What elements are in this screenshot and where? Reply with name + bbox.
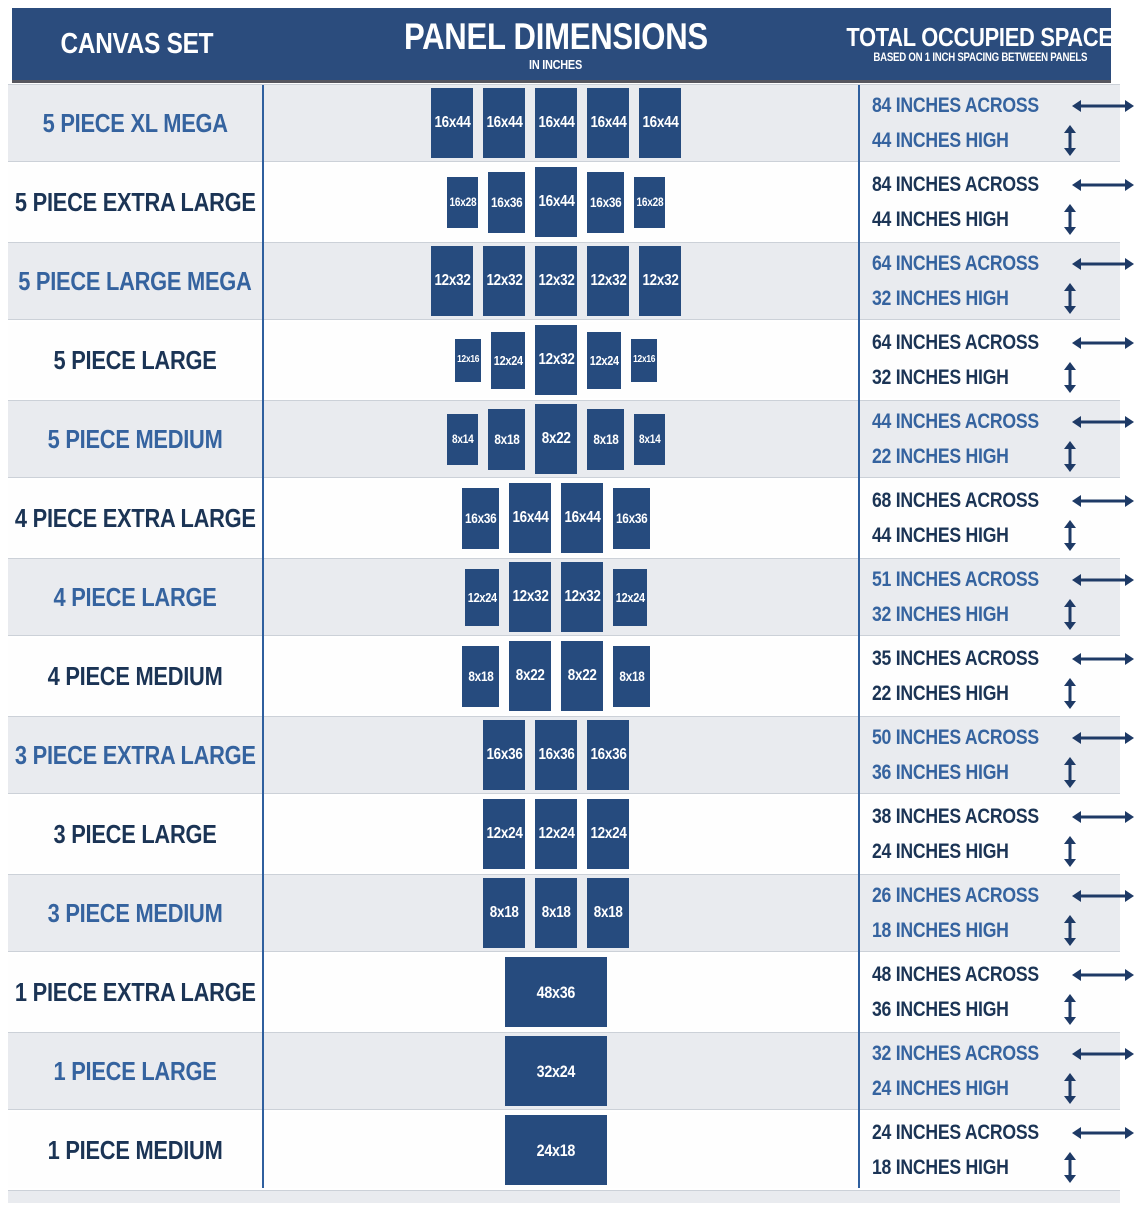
canvas-panel (535, 404, 577, 474)
canvas-set-header-label: CANVAS SET (60, 27, 214, 60)
canvas-panel (561, 562, 603, 632)
horizontal-arrow-icon (1071, 889, 1135, 903)
panel-diagram (262, 796, 850, 872)
canvas-panel (447, 414, 478, 465)
panel-size-label: 16x44 (589, 114, 627, 131)
canvas-panel (587, 720, 629, 790)
canvas-set-name: 3 PIECE LARGE (53, 819, 217, 849)
panel-size-label: 12x24 (589, 352, 619, 368)
canvas-panel (613, 569, 647, 626)
canvas-panel (488, 409, 525, 470)
panel-size-label: 12x32 (537, 351, 575, 368)
canvas-panel (462, 646, 499, 707)
occupied-space-cell (850, 85, 1120, 161)
inches-high-label: 44 INCHES HIGH (872, 524, 1009, 547)
inches-across-label: 51 INCHES ACROSS (872, 568, 1039, 591)
panel-size-label: 16x44 (641, 114, 679, 131)
canvas-panel (634, 177, 665, 228)
canvas-set-name-cell (8, 243, 262, 319)
panel-size-label: 12x24 (467, 589, 497, 605)
panel-diagram (262, 875, 850, 951)
vertical-arrow-icon (1035, 598, 1106, 631)
panel-diagram (262, 638, 850, 714)
horizontal-arrow-icon (1071, 494, 1135, 508)
table-row (8, 717, 1120, 793)
inches-across-label: 84 INCHES ACROSS (872, 94, 1039, 117)
canvas-panel (505, 1036, 607, 1106)
inches-across-label: 64 INCHES ACROSS (872, 252, 1039, 275)
horizontal-arrow-icon (1071, 1126, 1135, 1140)
canvas-panel (505, 957, 607, 1027)
panel-size-label: 16x44 (537, 193, 575, 210)
panel-size-label: 12x24 (493, 352, 523, 368)
canvas-panel (639, 88, 681, 158)
panel-size-label: 8x14 (451, 432, 474, 446)
vertical-arrow-icon (1035, 835, 1106, 868)
inches-high-label: 18 INCHES HIGH (872, 919, 1009, 942)
canvas-panel (535, 167, 577, 237)
panel-size-label: 16x44 (433, 114, 471, 131)
canvas-panel (465, 569, 499, 626)
occupied-space-cell (850, 480, 1120, 556)
panel-size-label: 8x14 (638, 432, 661, 446)
canvas-panel (431, 246, 473, 316)
canvas-set-name-cell (8, 559, 262, 635)
canvas-panel (613, 646, 650, 707)
vertical-arrow-icon (1035, 124, 1106, 157)
canvas-set-name: 3 PIECE EXTRA LARGE (14, 740, 256, 770)
panel-size-label: 8x18 (541, 904, 571, 921)
canvas-panel (561, 483, 603, 553)
canvas-panel (535, 799, 577, 869)
inches-high-label: 32 INCHES HIGH (872, 603, 1009, 626)
canvas-panel (535, 246, 577, 316)
canvas-set-name-cell (8, 1033, 262, 1109)
canvas-set-name-cell (8, 717, 262, 793)
vertical-arrow-icon (1035, 756, 1106, 789)
table-row (8, 480, 1120, 556)
column-divider-left (262, 85, 264, 1188)
panel-size-label: 32x24 (536, 1061, 576, 1081)
inches-across-label: 84 INCHES ACROSS (872, 173, 1039, 196)
table-row (8, 559, 1120, 635)
canvas-panel (455, 339, 481, 382)
table-row (8, 875, 1120, 951)
canvas-panel (483, 246, 525, 316)
canvas-panel (561, 641, 603, 711)
table-row (8, 954, 1120, 1030)
vertical-arrow-icon (1035, 282, 1106, 315)
panel-size-label: 12x16 (632, 354, 656, 365)
panel-size-label: 8x18 (493, 431, 520, 447)
panel-size-label: 16x36 (589, 746, 627, 763)
canvas-panel (483, 878, 525, 948)
panel-size-label: 12x32 (563, 588, 601, 605)
canvas-panel (587, 878, 629, 948)
panel-size-label: 8x18 (593, 904, 623, 921)
panel-size-label: 12x32 (589, 272, 627, 289)
occupied-space-subtitle: BASED ON 1 INCH SPACING BETWEEN PANELS (873, 51, 1087, 64)
panel-diagram (262, 164, 850, 240)
canvas-panel (587, 409, 624, 470)
panel-size-label: 16x36 (464, 510, 497, 526)
canvas-set-name: 5 PIECE XL MEGA (42, 108, 228, 138)
column-divider-right (858, 85, 860, 1188)
vertical-arrow-icon (1035, 677, 1106, 710)
canvas-set-name: 1 PIECE LARGE (53, 1056, 217, 1086)
panel-size-label: 16x36 (490, 194, 523, 210)
occupied-space-cell (850, 559, 1120, 635)
canvas-set-name-cell (8, 954, 262, 1030)
panel-size-label: 8x18 (618, 668, 645, 684)
table-row (8, 85, 1120, 161)
canvas-panel (587, 88, 629, 158)
inches-high-label: 44 INCHES HIGH (872, 129, 1009, 152)
canvas-set-name: 5 PIECE EXTRA LARGE (14, 187, 256, 217)
table-row (8, 796, 1120, 872)
vertical-arrow-icon (1035, 519, 1106, 552)
vertical-arrow-icon (1035, 361, 1106, 394)
horizontal-arrow-icon (1071, 573, 1135, 587)
panel-size-label: 16x44 (537, 114, 575, 131)
canvas-panel (483, 88, 525, 158)
canvas-set-name-cell (8, 875, 262, 951)
canvas-set-name-cell (8, 480, 262, 556)
canvas-panel (483, 720, 525, 790)
canvas-set-name: 4 PIECE LARGE (53, 582, 217, 612)
inches-across-label: 68 INCHES ACROSS (872, 489, 1039, 512)
panel-size-label: 12x32 (511, 588, 549, 605)
occupied-space-cell (850, 243, 1120, 319)
header-panel-dimensions (262, 15, 849, 72)
panel-size-label: 12x24 (589, 825, 627, 842)
panel-size-label: 8x18 (467, 668, 494, 684)
canvas-set-name: 3 PIECE MEDIUM (47, 898, 223, 928)
table-row (8, 322, 1120, 398)
canvas-set-name-cell (8, 401, 262, 477)
panel-diagram (262, 954, 850, 1030)
panel-diagram (262, 480, 850, 556)
panel-diagram (262, 401, 850, 477)
table-header (12, 8, 1114, 80)
canvas-panel (509, 483, 551, 553)
vertical-arrow-icon (1035, 914, 1106, 947)
occupied-space-cell (850, 322, 1120, 398)
vertical-arrow-icon (1035, 440, 1106, 473)
panel-size-label: 16x28 (449, 195, 476, 209)
inches-high-label: 32 INCHES HIGH (872, 366, 1009, 389)
panel-diagram (262, 243, 850, 319)
panel-size-label: 16x44 (563, 509, 601, 526)
occupied-space-cell (850, 401, 1120, 477)
panel-diagram (262, 1033, 850, 1109)
inches-high-label: 22 INCHES HIGH (872, 682, 1009, 705)
canvas-panel (505, 1115, 607, 1185)
canvas-set-name-cell (8, 85, 262, 161)
horizontal-arrow-icon (1071, 652, 1135, 666)
inches-across-label: 48 INCHES ACROSS (872, 963, 1039, 986)
inches-high-label: 24 INCHES HIGH (872, 1077, 1009, 1100)
panel-size-label: 16x36 (615, 510, 648, 526)
panel-size-label: 16x28 (636, 195, 663, 209)
panel-dimensions-header-label: PANEL DIMENSIONS (403, 15, 708, 57)
occupied-space-cell (850, 717, 1120, 793)
vertical-arrow-icon (1035, 1151, 1106, 1184)
canvas-panel (587, 172, 624, 233)
canvas-panel (509, 641, 551, 711)
vertical-arrow-icon (1035, 203, 1106, 236)
panel-size-label: 12x16 (456, 354, 480, 365)
canvas-panel (488, 172, 525, 233)
canvas-panel (634, 414, 665, 465)
header-canvas-set (12, 27, 262, 60)
canvas-panel (535, 878, 577, 948)
panel-size-label: 24x18 (536, 1140, 576, 1160)
canvas-set-name: 1 PIECE EXTRA LARGE (14, 977, 256, 1007)
inches-high-label: 36 INCHES HIGH (872, 998, 1009, 1021)
inches-across-label: 32 INCHES ACROSS (872, 1042, 1039, 1065)
panel-diagram (262, 85, 850, 161)
table-row (8, 401, 1120, 477)
inches-across-label: 64 INCHES ACROSS (872, 331, 1039, 354)
inches-high-label: 22 INCHES HIGH (872, 445, 1009, 468)
vertical-arrow-icon (1035, 993, 1106, 1026)
panel-size-label: 12x32 (537, 272, 575, 289)
canvas-panel (431, 88, 473, 158)
panel-dimensions-subtitle: IN INCHES (529, 56, 582, 72)
table-row (8, 164, 1120, 240)
panel-size-label: 16x44 (511, 509, 549, 526)
panel-size-label: 12x24 (537, 825, 575, 842)
panel-size-label: 8x22 (541, 430, 571, 447)
table-row (8, 638, 1120, 714)
canvas-size-table-body (8, 85, 1120, 1188)
panel-size-label: 48x36 (536, 982, 576, 1002)
occupied-space-cell (850, 1112, 1120, 1188)
panel-size-label: 16x36 (485, 746, 523, 763)
inches-across-label: 38 INCHES ACROSS (872, 805, 1039, 828)
panel-diagram (262, 559, 850, 635)
vertical-arrow-icon (1035, 1072, 1106, 1105)
panel-size-label: 12x24 (615, 589, 645, 605)
canvas-panel (613, 488, 650, 549)
occupied-space-cell (850, 954, 1120, 1030)
table-row (8, 1112, 1120, 1188)
panel-diagram (262, 1112, 850, 1188)
panel-size-label: 8x22 (567, 667, 597, 684)
canvas-panel (587, 332, 621, 389)
canvas-set-name: 5 PIECE MEDIUM (47, 424, 223, 454)
horizontal-arrow-icon (1071, 99, 1135, 113)
panel-size-label: 16x36 (537, 746, 575, 763)
horizontal-arrow-icon (1071, 415, 1135, 429)
horizontal-arrow-icon (1071, 968, 1135, 982)
inches-across-label: 50 INCHES ACROSS (872, 726, 1039, 749)
inches-across-label: 24 INCHES ACROSS (872, 1121, 1039, 1144)
panel-size-label: 8x22 (515, 667, 545, 684)
canvas-set-name-cell (8, 164, 262, 240)
panel-size-label: 16x36 (589, 194, 622, 210)
canvas-set-name: 5 PIECE LARGE (53, 345, 217, 375)
panel-diagram (262, 322, 850, 398)
canvas-panel (491, 332, 525, 389)
panel-size-label: 12x32 (433, 272, 471, 289)
inches-across-label: 26 INCHES ACROSS (872, 884, 1039, 907)
header-occupied-space (846, 21, 1114, 65)
canvas-panel (447, 177, 478, 228)
canvas-panel (639, 246, 681, 316)
panel-diagram (262, 717, 850, 793)
occupied-space-cell (850, 875, 1120, 951)
canvas-panel (462, 488, 499, 549)
canvas-panel (587, 246, 629, 316)
occupied-space-cell (850, 1033, 1120, 1109)
occupied-space-cell (850, 796, 1120, 872)
canvas-panel (631, 339, 657, 382)
canvas-panel (535, 720, 577, 790)
inches-high-label: 18 INCHES HIGH (872, 1156, 1009, 1179)
panel-size-label: 12x24 (485, 825, 523, 842)
canvas-set-name-cell (8, 796, 262, 872)
next-row-edge (8, 1191, 1120, 1203)
inches-high-label: 24 INCHES HIGH (872, 840, 1009, 863)
canvas-panel (483, 799, 525, 869)
canvas-set-name-cell (8, 638, 262, 714)
canvas-panel (535, 88, 577, 158)
horizontal-arrow-icon (1071, 336, 1135, 350)
table-row (8, 243, 1120, 319)
horizontal-arrow-icon (1071, 178, 1135, 192)
occupied-space-header-label: TOTAL OCCUPIED SPACE (846, 21, 1114, 52)
canvas-set-name-cell (8, 322, 262, 398)
inches-high-label: 36 INCHES HIGH (872, 761, 1009, 784)
canvas-set-name: 5 PIECE LARGE MEGA (18, 266, 252, 296)
inches-high-label: 44 INCHES HIGH (872, 208, 1009, 231)
canvas-set-name: 4 PIECE MEDIUM (47, 661, 223, 691)
panel-size-label: 8x18 (489, 904, 519, 921)
inches-across-label: 44 INCHES ACROSS (872, 410, 1039, 433)
canvas-set-name: 1 PIECE MEDIUM (47, 1135, 223, 1165)
canvas-panel (535, 325, 577, 395)
inches-across-label: 35 INCHES ACROSS (872, 647, 1039, 670)
canvas-panel (587, 799, 629, 869)
horizontal-arrow-icon (1071, 257, 1135, 271)
table-row (8, 1033, 1120, 1109)
panel-size-label: 12x32 (641, 272, 679, 289)
panel-size-label: 16x44 (485, 114, 523, 131)
horizontal-arrow-icon (1071, 810, 1135, 824)
panel-size-label: 8x18 (592, 431, 619, 447)
canvas-set-name: 4 PIECE EXTRA LARGE (14, 503, 256, 533)
panel-size-label: 12x32 (485, 272, 523, 289)
canvas-panel (509, 562, 551, 632)
canvas-set-name-cell (8, 1112, 262, 1188)
occupied-space-cell (850, 638, 1120, 714)
horizontal-arrow-icon (1071, 1047, 1135, 1061)
horizontal-arrow-icon (1071, 731, 1135, 745)
occupied-space-cell (850, 164, 1120, 240)
inches-high-label: 32 INCHES HIGH (872, 287, 1009, 310)
